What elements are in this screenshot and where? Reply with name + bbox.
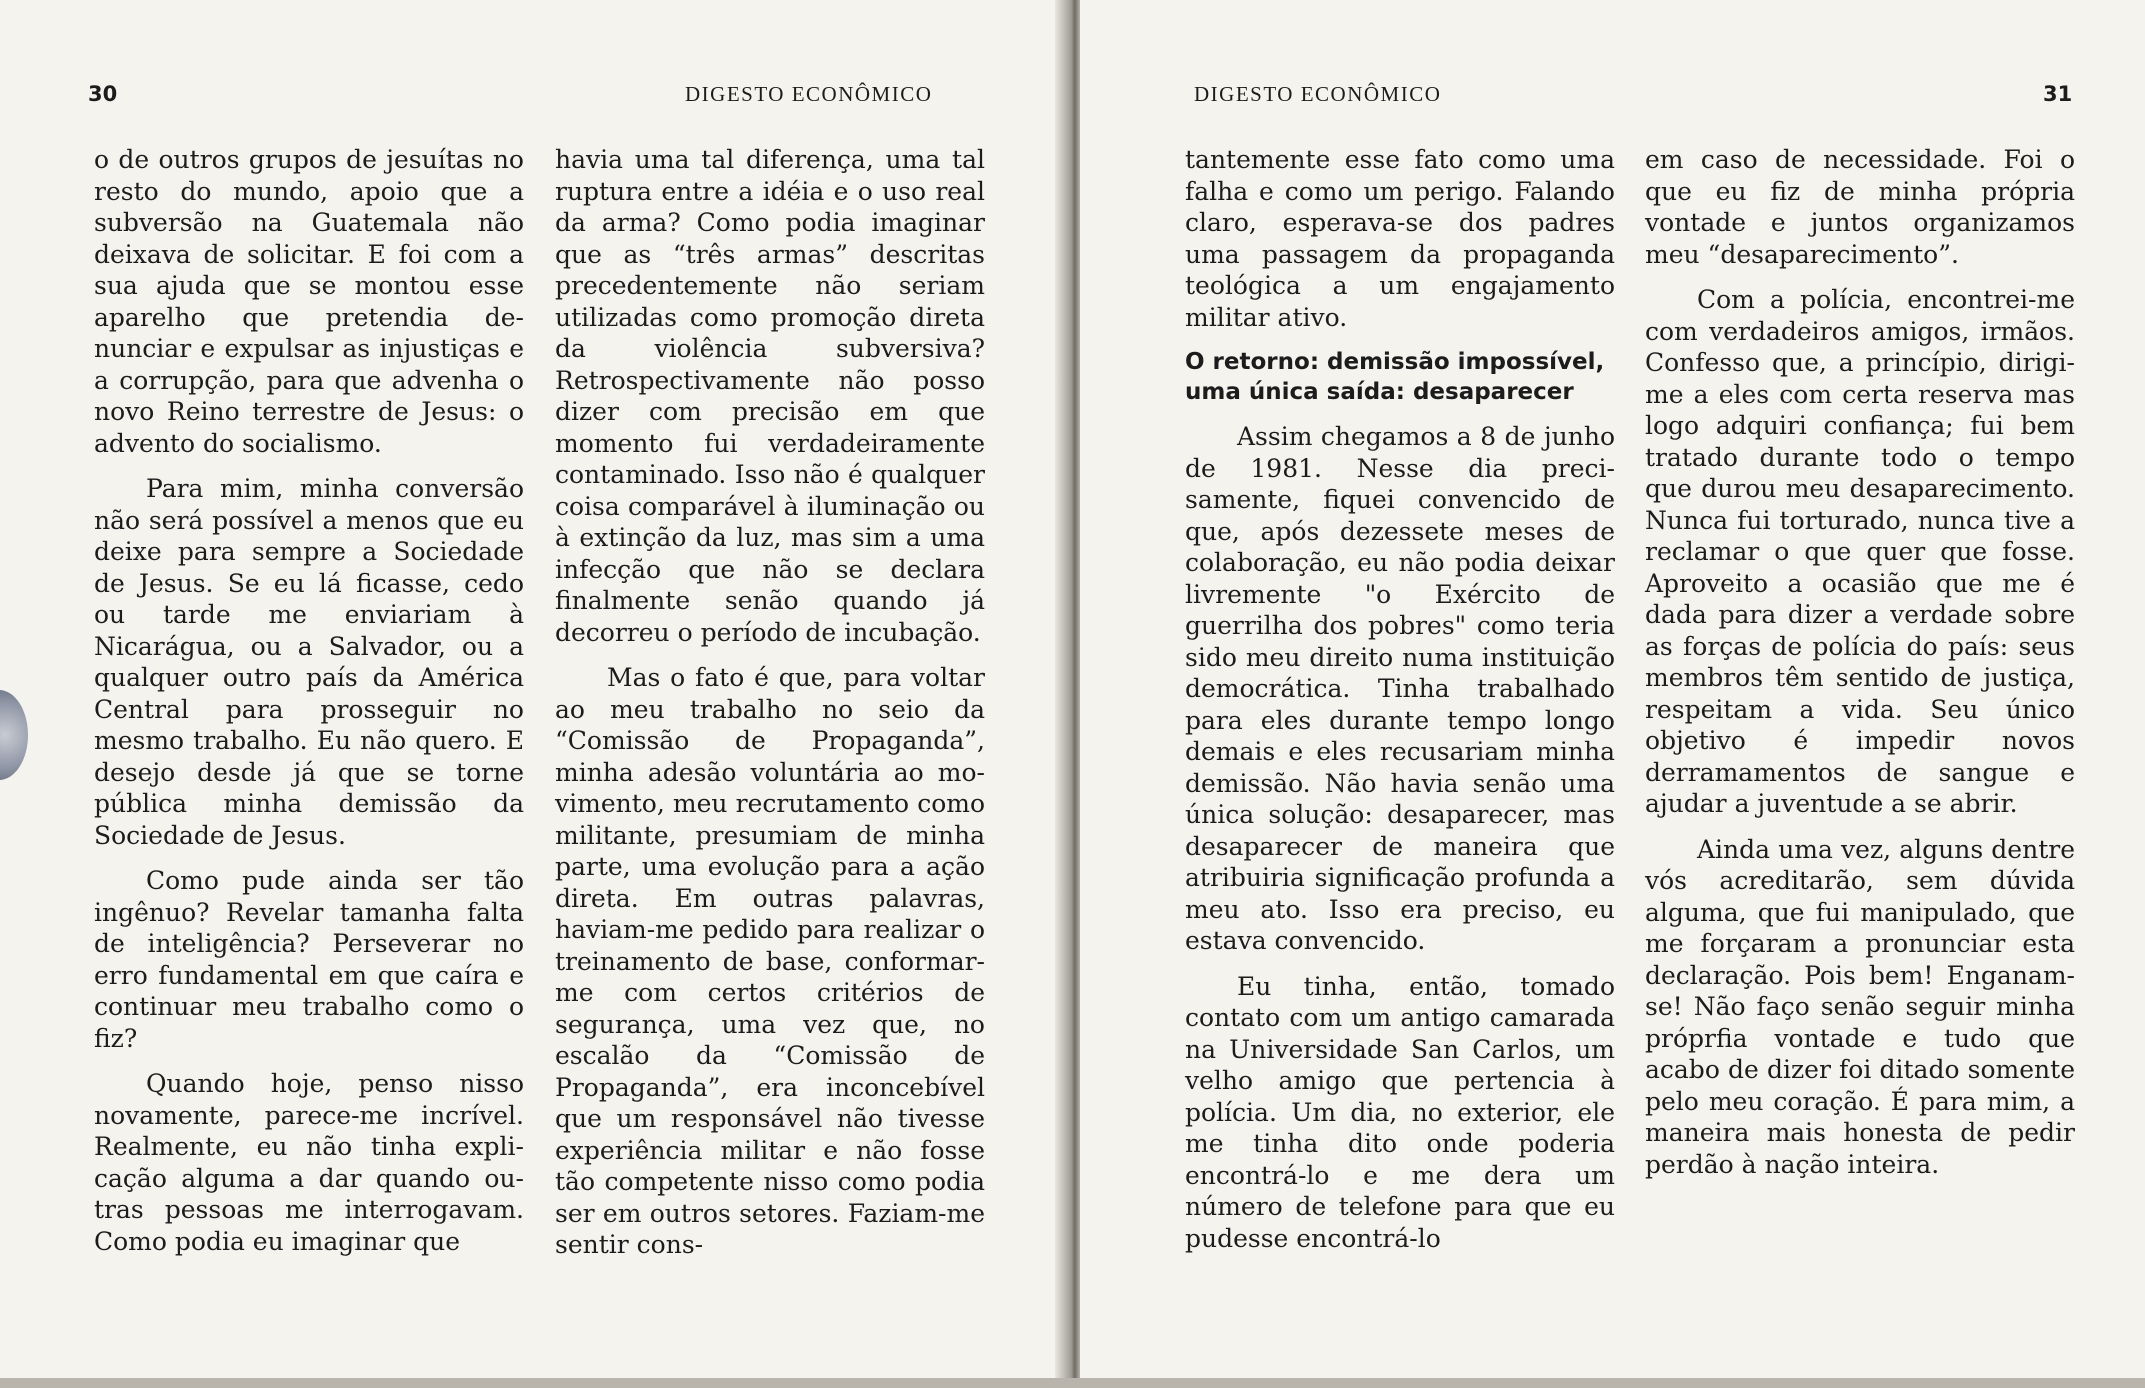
paragraph: Como pude ainda ser tão ingênuo? Revelar tamanha falta de inteligência? Perseverar no erro fundamental em que caíra e continuar meu trabalho como o fiz?	[94, 866, 524, 1053]
running-header-left: DIGESTO ECONÔMICO	[685, 82, 933, 106]
page-bottom-edge	[0, 1378, 2145, 1388]
paragraph: Mas o fato é que, para voltar ao meu trabalho no seio da “Comissão de Propaganda”, minha adesão voluntária ao movimento, meu recrutamento como militante, presumiam de minha parte, uma evolução para a ação direta. Em outras palavras, haviam-me pedido para realizar o treinamento de base, conformar-me com certos critérios de segurança, uma vez que, no escalão da “Comissão de Propaganda”, era inconcebível que um responsável não tivesse experiência militar e não fosse tão competente nisso como podia ser em outros setores. Faziam-me sentir cons-	[555, 663, 985, 1259]
section-heading: O retorno: demissão impossível, uma única saída: desaparecer	[1185, 349, 1605, 405]
paragraph: Com a polícia, encontrei-me com verdadeiros amigos, irmãos. Confesso que, a princípio, dirigi-me a eles com certa reserva mas logo adquiri confiança; fui bem tratado durante todo o tempo que durou meu desaparecimento. Nunca fui torturado, nunca tive a reclamar o que quer que fosse. Aproveito a ocasião que me é dada para dizer a verdade sobre as forças de polícia do país: seus membros têm sentido de justiça, respeitam a vida. Seu único objetivo é impedir novos derramamentos de sangue e ajudar a juventude a se abrir.	[1645, 285, 2075, 818]
right-page-column-2	[1645, 144, 2075, 1194]
paragraph: Assim chegamos a 8 de junho de 1981. Nesse dia precisamente, fiquei convencido de que, após dezessete meses de colaboração, eu não podia deixar livremente "o Exército de guerrilha dos pobres" como teria sido meu direito numa instituição democrática. Tinha trabalhado para eles durante tempo longo demais e eles recusariam minha demissão. Não havia senão uma única solução: desaparecer, mas desaparecer de maneira que atribuiria significação profunda a meu ato. Isso era preciso, eu estava convencido.	[1185, 422, 1615, 955]
page-number-left: 30	[88, 82, 118, 106]
left-page-column-2	[555, 144, 985, 1275]
left-page-column-1	[94, 144, 524, 1271]
paragraph: o de outros grupos de jesuítas no resto do mundo, apoio que a subversão na Guatemala não deixava de solicitar. E foi com a sua ajuda que se montou esse aparelho que pretendia denunciar e expulsar as injustiças e a corrupção, para que advenha o novo Reino terrestre de Jesus: o advento do socialismo.	[94, 145, 524, 458]
paragraph: havia uma tal diferença, uma tal ruptura entre a idéia e o uso real da arma? Como podia imaginar que as “três armas” descritas precedentemente não seriam utilizadas como promoção direta da violência subversiva? Retrospectivamente não posso dizer com precisão em que momento fui verdadeiramente contaminado. Isso não é qualquer coisa comparável à iluminação ou à extinção da luz, mas sim a uma infecção que não se declara finalmente senão quando já decorreu o período de incubação.	[555, 145, 985, 647]
running-header-right: DIGESTO ECONÔMICO	[1194, 82, 1442, 106]
paragraph: Para mim, minha conversão não será possível a menos que eu deixe para sempre a Sociedade de Jesus. Se eu lá ficasse, cedo ou tarde me enviariam à Nicarágua, ou a Salvador, ou a qualquer outro país da América Central para prosseguir no mesmo trabalho. Eu não quero. E desejo desde já que se torne pública minha demissão da Sociedade de Jesus.	[94, 474, 524, 850]
page-number-right: 31	[2043, 82, 2073, 106]
paragraph: tantemente esse fato como uma falha e como um perigo. Falando claro, esperava-se dos padres uma passagem da propaganda teológica a um engajamento militar ativo.	[1185, 145, 1615, 332]
right-page	[1080, 0, 2145, 1388]
right-page-column-1	[1185, 144, 1615, 1268]
paragraph: Quando hoje, penso nisso novamente, parece-me incrível. Realmente, eu não tinha explicação alguma a dar quando outras pessoas me interrogavam. Como podia eu imaginar que	[94, 1069, 524, 1256]
binder-hole-decoration	[0, 690, 28, 780]
left-page	[0, 0, 1065, 1388]
paragraph: Eu tinha, então, tomado contato com um antigo camarada na Universidade San Carlos, um velho amigo que pertencia à polícia. Um dia, no exterior, ele me tinha dito onde poderia encontrá-lo e me dera um número de telefone para que eu pudesse encontrá-lo	[1185, 971, 1615, 1253]
paragraph: Ainda uma vez, alguns dentre vós acreditarão, sem dúvida alguma, que fui manipulado, que me forçaram a pronunciar esta declaração. Pois bem! Enganam-se! Não faço senão seguir minha próprfia vontade e tudo que acabo de dizer foi ditado somente pelo meu coração. É para mim, a maneira mais honesta de pedir perdão à nação inteira.	[1645, 834, 2075, 1179]
paragraph: em caso de necessidade. Foi o que eu fiz de minha própria vontade e juntos organizamos meu “desaparecimento”.	[1645, 145, 2075, 269]
